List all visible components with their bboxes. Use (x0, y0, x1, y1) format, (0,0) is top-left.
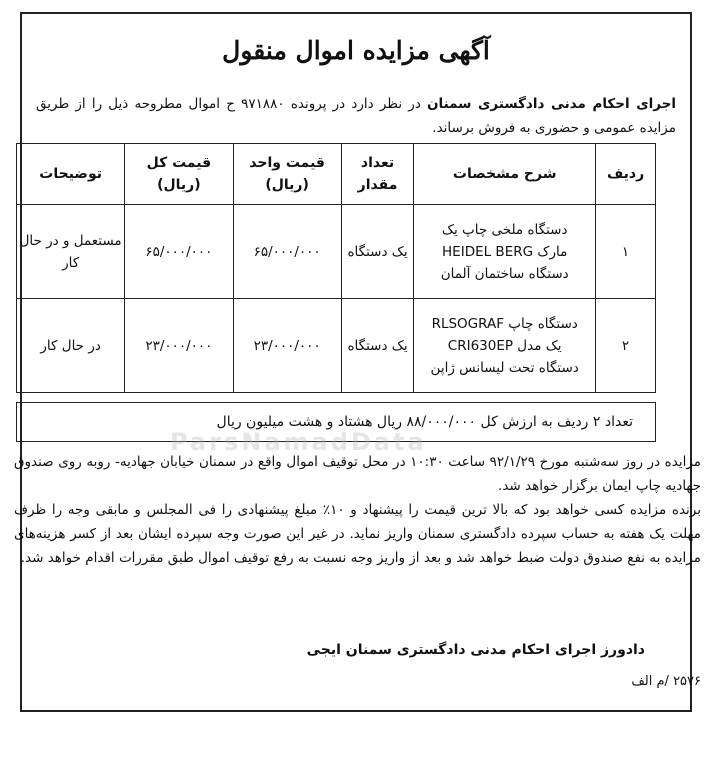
total-summary: تعداد ۲ ردیف به ارزش کل ۸۸/۰۰۰/۰۰۰ ریال هشتاد و هشت میلیون ریال (16, 402, 656, 442)
header-row-number: ردیف (596, 144, 656, 205)
cell-row-number: ۱ (596, 205, 656, 299)
notice-title: آگهی مزایده اموال منقول (222, 36, 490, 65)
header-description: شرح مشخصات (414, 144, 596, 205)
intro-text: در نظر دارد در پرونده ۹۷۱۸۸۰ ح اموال مطروحه ذیل را از طریق مزایده عمومی و حضوری به فروش برساند. (36, 96, 676, 136)
intro-paragraph (36, 92, 676, 140)
header-unit-price: قیمت واحد (ریال) (233, 144, 341, 205)
cell-notes: مستعمل و در حال کار (17, 205, 125, 299)
desc-line: یک مدل CRI630EP (447, 337, 562, 354)
table-row (17, 299, 656, 393)
cell-description (414, 205, 596, 299)
desc-line: دستگاه تحت لیسانس ژاپن (430, 359, 579, 376)
signer-line: دادورز اجرای احکام مدنی دادگستری سمنان ایجی (306, 642, 645, 658)
desc-line: دستگاه ملخی چاپ یک (441, 221, 568, 238)
intro-authority: اجرای احکام مدنی دادگستری سمنان (427, 96, 676, 112)
auction-time-paragraph: مزایده در روز سه‌شنبه مورخ ۹۲/۱/۲۹ ساعت ۱۰:۳۰ در محل توقیف اموال واقع در سمنان خیابان جهادیه- روبه روی صندوق جهادیه چاپ ایمان برگزار خواهد شد. (14, 454, 702, 494)
cell-row-number: ۲ (596, 299, 656, 393)
header-total-price: قیمت کل (ریال) (125, 144, 233, 205)
items-table (16, 143, 656, 393)
cell-total-price: ۲۳/۰۰۰/۰۰۰ (125, 299, 233, 393)
cell-total-price: ۶۵/۰۰۰/۰۰۰ (125, 205, 233, 299)
table-header-row (17, 144, 656, 205)
cell-quantity: یک دستگاه (341, 299, 414, 393)
table-row (17, 205, 656, 299)
cell-unit-price: ۶۵/۰۰۰/۰۰۰ (233, 205, 341, 299)
cell-notes: در حال کار (17, 299, 125, 393)
auction-terms-paragraph: برنده مزایده کسی خواهد بود که بالا ترین قیمت را پیشنهاد و ۱۰٪ مبلغ پیشنهادی را فی المجلس و مابقی وجه را ظرف مهلت یک هفته به حساب سپرده دادگستری سمنان واریز نماید. در غیر این صورت وجه سپرده ایشان بعد از کسر هزینه‌های مزایده به نفع صندوق دولت ضبط خواهد شد و بعد از واریز وجه نسبت به رفع توقیف اموال طبق مقررات اقدام خواهد شد. (14, 502, 701, 566)
watermark-text: ParsNamadData (170, 428, 427, 456)
cell-unit-price: ۲۳/۰۰۰/۰۰۰ (233, 299, 341, 393)
notice-code: ۲۵۷۶ /م الف (631, 674, 701, 689)
cell-description (414, 299, 596, 393)
desc-line: مارک HEIDEL BERG (442, 243, 568, 260)
header-quantity: تعداد مقدار (341, 144, 414, 205)
desc-line: دستگاه ساختمان آلمان (440, 265, 569, 282)
notice-body (14, 450, 701, 570)
cell-quantity: یک دستگاه (341, 205, 414, 299)
header-notes: توضیحات (17, 144, 125, 205)
desc-line: دستگاه چاپ RLSOGRAF (431, 315, 578, 332)
